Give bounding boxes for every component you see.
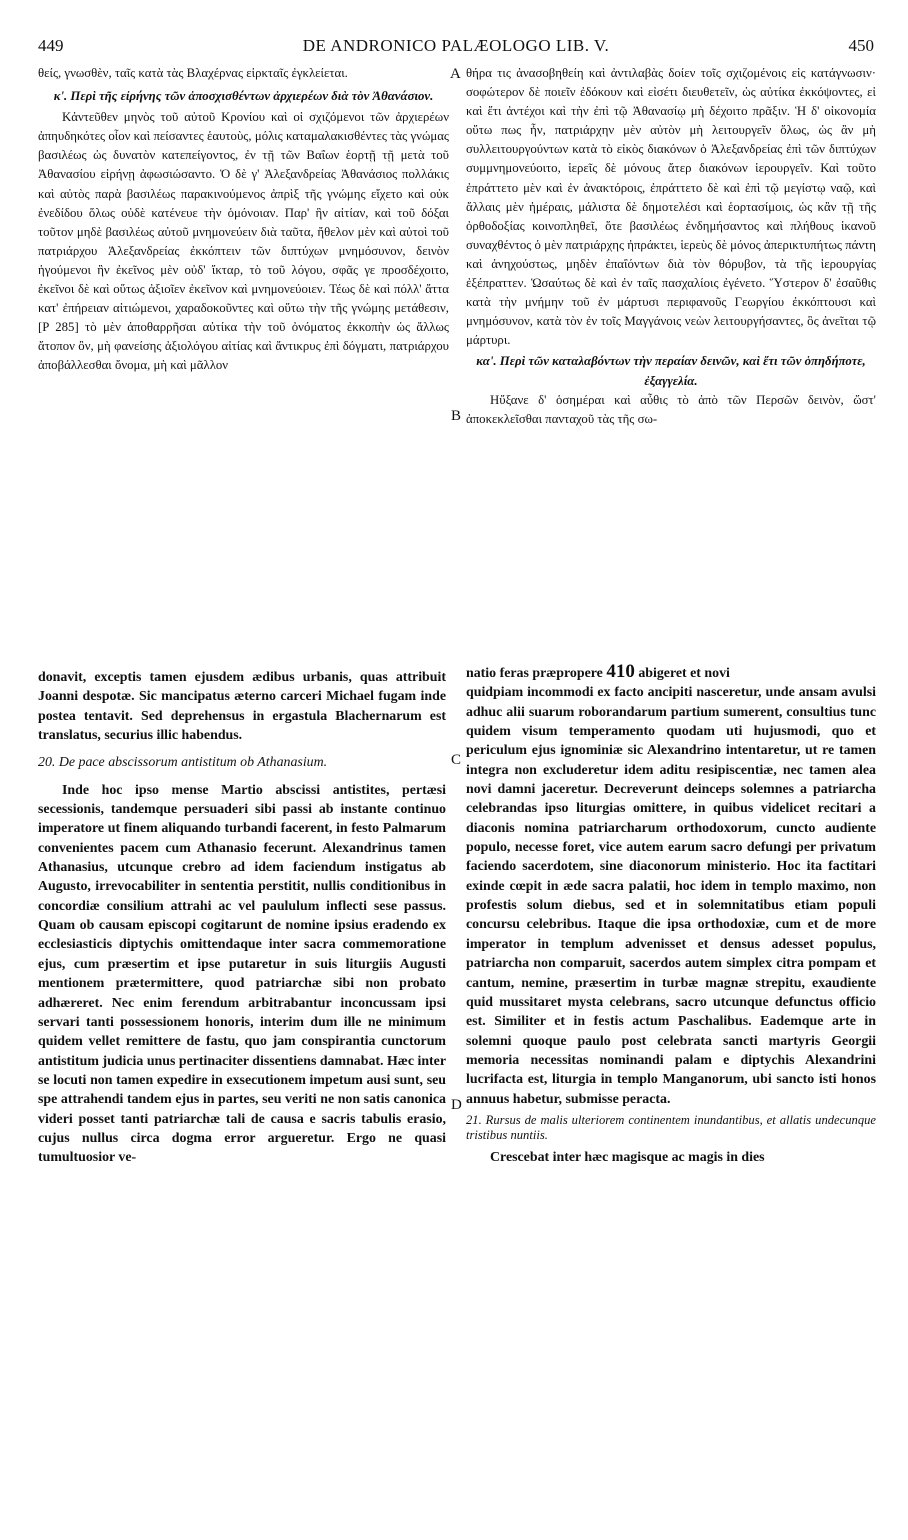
right-page-number: 450 (848, 36, 874, 55)
greek-left-opening: θείς, γνωσθὲν, ταῖς κατὰ τὰς Βλαχέρνας εἱρκταῖς ἐγκλείεται. (38, 66, 348, 80)
greek-section-heading-20: κ'. Περὶ τῆς εἰρήνης τῶν ἀποσχισθέντων ἀρχιερέων διὰ τὸν Ἀθανάσιον. (53, 89, 434, 104)
latin-right-body-2: Crescebat inter hæc magisque ac magis in dies (490, 1149, 765, 1165)
margin-marker-d: D (451, 1097, 462, 1113)
running-title: DE ANDRONICO PALÆOLOGO LIB. V. (302, 36, 610, 55)
greek-right-body: θήρα τις ἀνασοβηθείη καὶ ἀντιλαβὰς δοίεν τοῖς σχιζομένοις εἰς κατάγνωσιν· σοφώτερον δὲ ποιεῖν ἐδόκουν καὶ εἰσέτι διευθετεῖν, ὡς αὐτίκα ἐκκόψοντες, εἰ καὶ ἔτι ἀντέχοι καὶ τὴν ἐπὶ τῷ Ἀθανασίῳ μὴ δέχοιτο πρᾶξιν. Ἡ δ' οἰκονομία οὕτω πως ἦν, πατριάρχην μὲν αὐτὸν μὴ λειτουργεῖν ὅλως, ὡς ἂν μὴ συλλειτουργούντων κατὰ τὸ εἰκὸς διακόνων ὁ Ἀλεξανδρείας ἐπὶ τῶν διπτύχων συμμνημονεύοιτο, ἱερεῖς δὲ μόνους ἄτερ διακόνων ἱερουργεῖν. Καὶ τοῦτο ἐπράττετο μὲν καὶ ἐν ἀνακτόροις, ἐπράττετο δὲ καὶ ἐπὶ τῷ μεγίστῳ ναῷ, καὶ ἄλλαις μὲν ἡμέραις, μάλιστα δὲ δημοτελέσι καὶ ἑορτασίμοις, ὡς κἂν τῇ τῆς ὀρθοδοξίας κοινοπληθεῖ, ὅτε βασιλέως ἐνδημήσαντος καὶ πλήθους ἱκανοῦ συναχθέντος ὁ μὲν πατριάρχης ἠπράκτει, ἱερεὺς δὲ μόνος ἀπερικτυπήτως πάντη καὶ ἀνηχούστως, μηδὲν ἐπαΐόντων διὰ τὸν θόρυβον, τὰ τῆς ἱερουργίας ἐξέπραττεν. Ὡσαύτως δὲ καὶ ἐν ταῖς πασχαλίοις ἐγένετο. Ὕστερον δ' ἐσαῦθις κατὰ τὴν μνήμην τοῦ ἐν μάρτυσι περιφανοῦς Γεωργίου ἐκκόπτουσι καὶ μνημόσυνον, κατὰ τὸν ἐν τοῖς Μαγγάνοις νεὼν λειτουργήσαντες, ὃς ἀνεῖται τῷ μάρτυρι. (466, 66, 876, 348)
latin-right-body: quidpiam incommodi ex facto ancipiti nasceretur, unde ansam avulsi adhuc alii suarum roborandarum partium sumerent, consultius tunc quidem visum temperamento quodam uti hujusmodi, quo et periculum ejus ignominiæ sic Alexandrino intentaretur, ut re tamen integra non excluderetur idem aditu resipiscentiæ, nec tamen alea novi damni jaceretur. Decreverunt deinceps solemnes a patriarcha celebrandas ipso liturgias omittere, in quibus videlicet recitari a diaconis nomina patriarcharum orthodoxorum, cuncto audiente populo, necesse foret, vice autem earum sacro defungi per privatum faciendo sacerdotem, sine diaconorum ministerio. Hoc ita factitari exinde cœpit in æde sacra palatii, hoc idem in templo maximo, non profestis solum diebus, sed et in solemnitatibus etiam populi concursu celebribus. Itaque die ipsa orthodoxiæ, cum et de more imperator in templum advenisset et densus adesset populus, patriarcha non comparuit, sacerdos autem simplex citra pompam et cantum, nemine, præsertim in turbæ magnæ strepitu, exaudiente quid mussitaret mysta celebrans, sacro utcunque defunctus officio est. Similiter et in festis actum Paschalibus. Eademque arte in solemni quoque paulo post celebrata sancti martyris Georgii memoria necessitas nominandi palam e diptychis Alexandrini lucrifacta est, liturgia in templo Manganorum, ubi sancto isti honos annuus habetur, submisse peracta. (466, 685, 876, 1107)
latin-right-first-after: abigeret et novi (638, 666, 730, 681)
greek-left-body: Κἀντεῦθεν μηνὸς τοῦ αὐτοῦ Κρονίου καὶ οἱ σχιζόμενοι τῶν ἀρχιερέων ἀπηυδηκότες οἷον καὶ πείσαντες ἑαυτοὺς, μόλις καταμαλακισθέντες τὰς γνώμας βασιλέως ὡς δυνατὸν κατεπείγοντος, ἐν τῇ τῶν Βαΐων ἑορτῇ τῇ μετὰ τοῦ Ἀθανασίου εἰρήνῃ ἀφωσιώσαντο. Ὁ δὲ γ' Ἀλεξανδρείας Ἀθανάσιος πολλάκις καὶ αὐτὸς παρὰ βασιλέως παρακινούμενος ἀπρὶξ τῆς γνώμης εἴχετο καὶ οὐκ ἐνεδίδου ὅλως οὐδὲ κατένευε τὴν ὁμόνοιαν. Παρ' ἣν αἰτίαν, καὶ τοῦ δόξαι τοῦτον μηδὲ βασιλέως αὐτοῦ μνημονεύειν διὰ ταῦτα, ἤθελον μὲν καὶ αὐτοὶ τοῦ πατριάρχου Ἀλεξανδρείας ἐκκόπτειν τῶν διπτύχων μνημόσυνον, δεινὸν ἡγούμενοι ἣν ἐκεῖνος μὲν οὐδ' ἴκταρ, τὸ τοῦ λόγου, σφᾶς γε προσδέχοιτο, ἐκεῖνοι δὲ καὶ οὕτως ἀξιοῖεν ἐκεῖνον καὶ μνημονεύοιεν. Τέως δὲ καὶ πόλλ' ἄττα κατ' ἐπήρειαν αἰτιώμενοι, χαραδοκοῦντες καὶ οὕτω τὴν τῆς γνώμης μετάθεσιν, [P 285] τὸ μὲν ἀποθαρρῆσαι αὐτίκα τὴν τοῦ ὀνόματος ἐκκοπὴν ὡς ἄλλως ἄτοπον ὂν, μὴ φανείσης ἀξιολόγου αἰτίας καὶ ἄντικρυς ἐπὶ δόγματι, πατριάρχου ἀποβάλλεσθαι ὄνομα, μὴ καὶ μᾶλλον (38, 110, 449, 373)
latin-section-heading-21: 21. Rursus de malis ulteriorem continentem inundantibus, et allatis undecunque tristibus nuntiis. (466, 1112, 876, 1143)
latin-right-first-before: natio feras præpropere (466, 666, 603, 681)
latin-left-body: Inde hoc ipso mense Martio abscissi antistites, pertæsi secessionis, tandemque persuaderi sibi passi ab instante continuo imperatore ut finem aliquando turbandi facerent, in festo Palmarum convenientes pacem cum Athanasio fecerunt. Alexandrinus tamen Athanasius, utcunque crebro ad idem faciendum instigatus ab Augusto, irrevocabiliter in sententia perstitit, nullis conditionibus in concordiæ consilium attrahi ac vel paululum inflecti sese passus. Quam ob causam episcopi cogitarunt de nomine ipsius eradendo ex ecclesiasticis diptychis omittendaque inter sacra commemoratione ejus, cum præsertim et ipse putaretur in suis liturgiis Augusti mentionem prætermittere, quod patriarchæ sibi non probato adhæreret. Nec enim ferendum arbitrabantur inconcussam ipsi servari tanti possessionem honoris, interim dum ille ne minimum quidem vellet remittere de fastu, quo jam conspirantia cunctorum antistitum judicia unus pertinaciter dissentiens damnabat. Hæc inter se locuti non tamen expedire in exsecutionem impetum ausi sunt, seu spe attrahendi tandem ejus in partes, seu veriti ne non satis canonica videri posset tanti patriarchæ tali de causa e sacris tabulis erasio, cujus nullus circa dogma error argueretur. Ergo ne quasi tumultuosior ve- (38, 782, 446, 1166)
greek-section-heading-21: κα'. Περὶ τῶν καταλαβόντων τὴν περαίαν δεινῶν, καὶ ἔτι τῶν ὁπηδήποτε, ἐξαγγελία. (476, 354, 866, 388)
latin-column-right (466, 662, 876, 1167)
latin-left-opening: donavit, exceptis tamen ejusdem ædibus urbanis, quas attribuit Joanni despotæ. Sic mancipatus æterno carceri Michael fugam inde postea tentavit. Sed deprehensus in ergastula Blachernarum est translatus, securius illic habendus. (38, 670, 446, 744)
running-header (38, 36, 874, 58)
latin-right-first-line (466, 662, 876, 683)
latin-section-heading-20: 20. De pace abscissorum antistitum ob Athanasium. (38, 755, 328, 771)
greek-column-left (38, 64, 449, 376)
margin-marker-b: B (451, 408, 462, 424)
greek-column-right (466, 64, 876, 429)
page-reference-number: 410 (606, 661, 635, 682)
left-page-number: 449 (38, 36, 64, 55)
greek-right-body-2: Ηὔξανε δ' ὁσημέραι καὶ αὖθις τὸ ἀπὸ τῶν Περσῶν δεινὸν, ὥστ' ἀποκεκλεῖσθαι πανταχοῦ τὰς τῆς σω- (466, 392, 876, 426)
margin-marker-c: C (451, 752, 462, 768)
latin-column-left (38, 668, 446, 1168)
margin-marker-a: A (450, 66, 461, 82)
